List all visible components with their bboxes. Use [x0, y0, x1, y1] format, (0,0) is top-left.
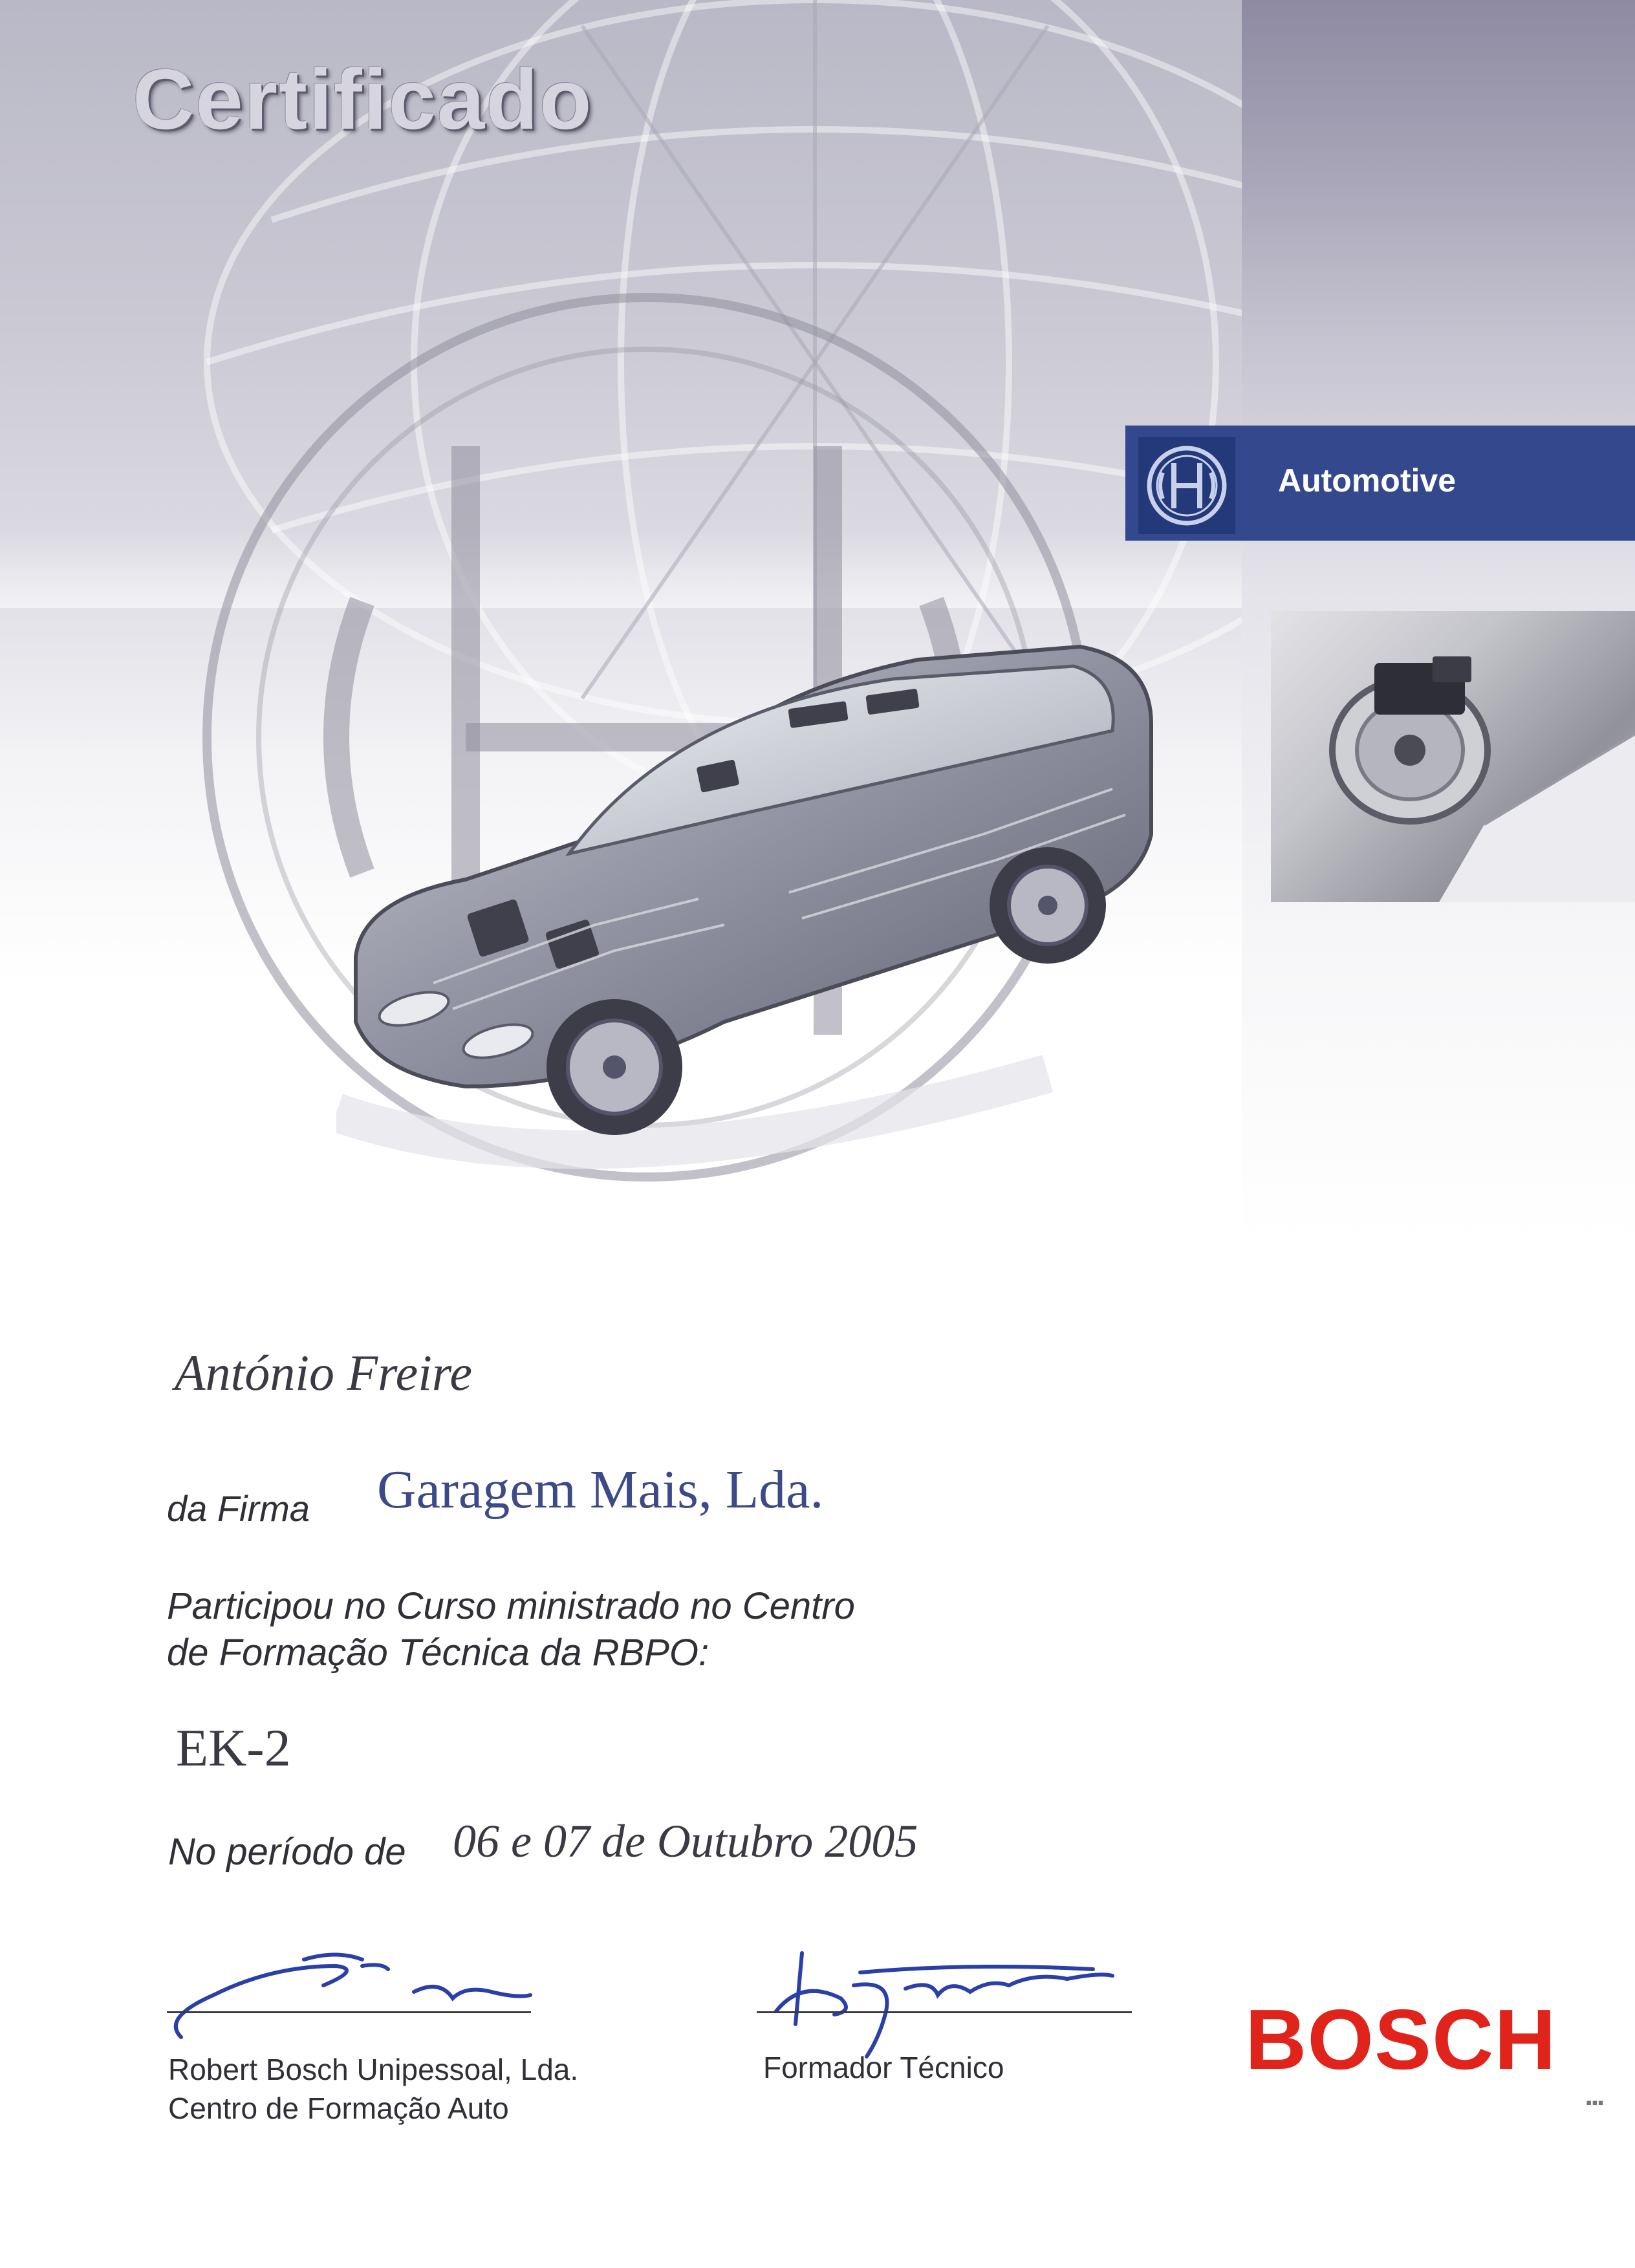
- trainer-label: Formador Técnico: [763, 2051, 1004, 2084]
- period-label: No período de: [168, 1831, 406, 1873]
- director-signature-line: [167, 2011, 531, 2013]
- course-code: EK-2: [176, 1718, 291, 1777]
- issuer-department: Centro de Formação Auto: [168, 2091, 509, 2125]
- trainer-signature-line: [757, 2011, 1132, 2013]
- statement-line-1: Participou no Curso ministrado no Centro: [167, 1585, 855, 1627]
- issuer-block: [168, 2050, 578, 2128]
- bosch-wordmark: BOSCH: [1245, 1992, 1557, 2087]
- certificate-title: Certificado: [133, 52, 593, 147]
- director-signature: [176, 1955, 530, 2038]
- firm-name: Garagem Mais, Lda.: [377, 1460, 824, 1520]
- scan-artifact: ▪▪▪: [1586, 2093, 1604, 2112]
- firm-label: da Firma: [167, 1488, 310, 1529]
- issuer-name: Robert Bosch Unipessoal, Lda.: [168, 2053, 579, 2086]
- statement-line-2: de Formação Técnica da RBPO:: [167, 1632, 709, 1674]
- period-value: 06 e 07 de Outubro 2005: [453, 1815, 918, 1867]
- recipient-name: António Freire: [175, 1345, 472, 1401]
- trainer-signature: [776, 1953, 1112, 2057]
- automotive-label: Automotive: [1278, 462, 1456, 499]
